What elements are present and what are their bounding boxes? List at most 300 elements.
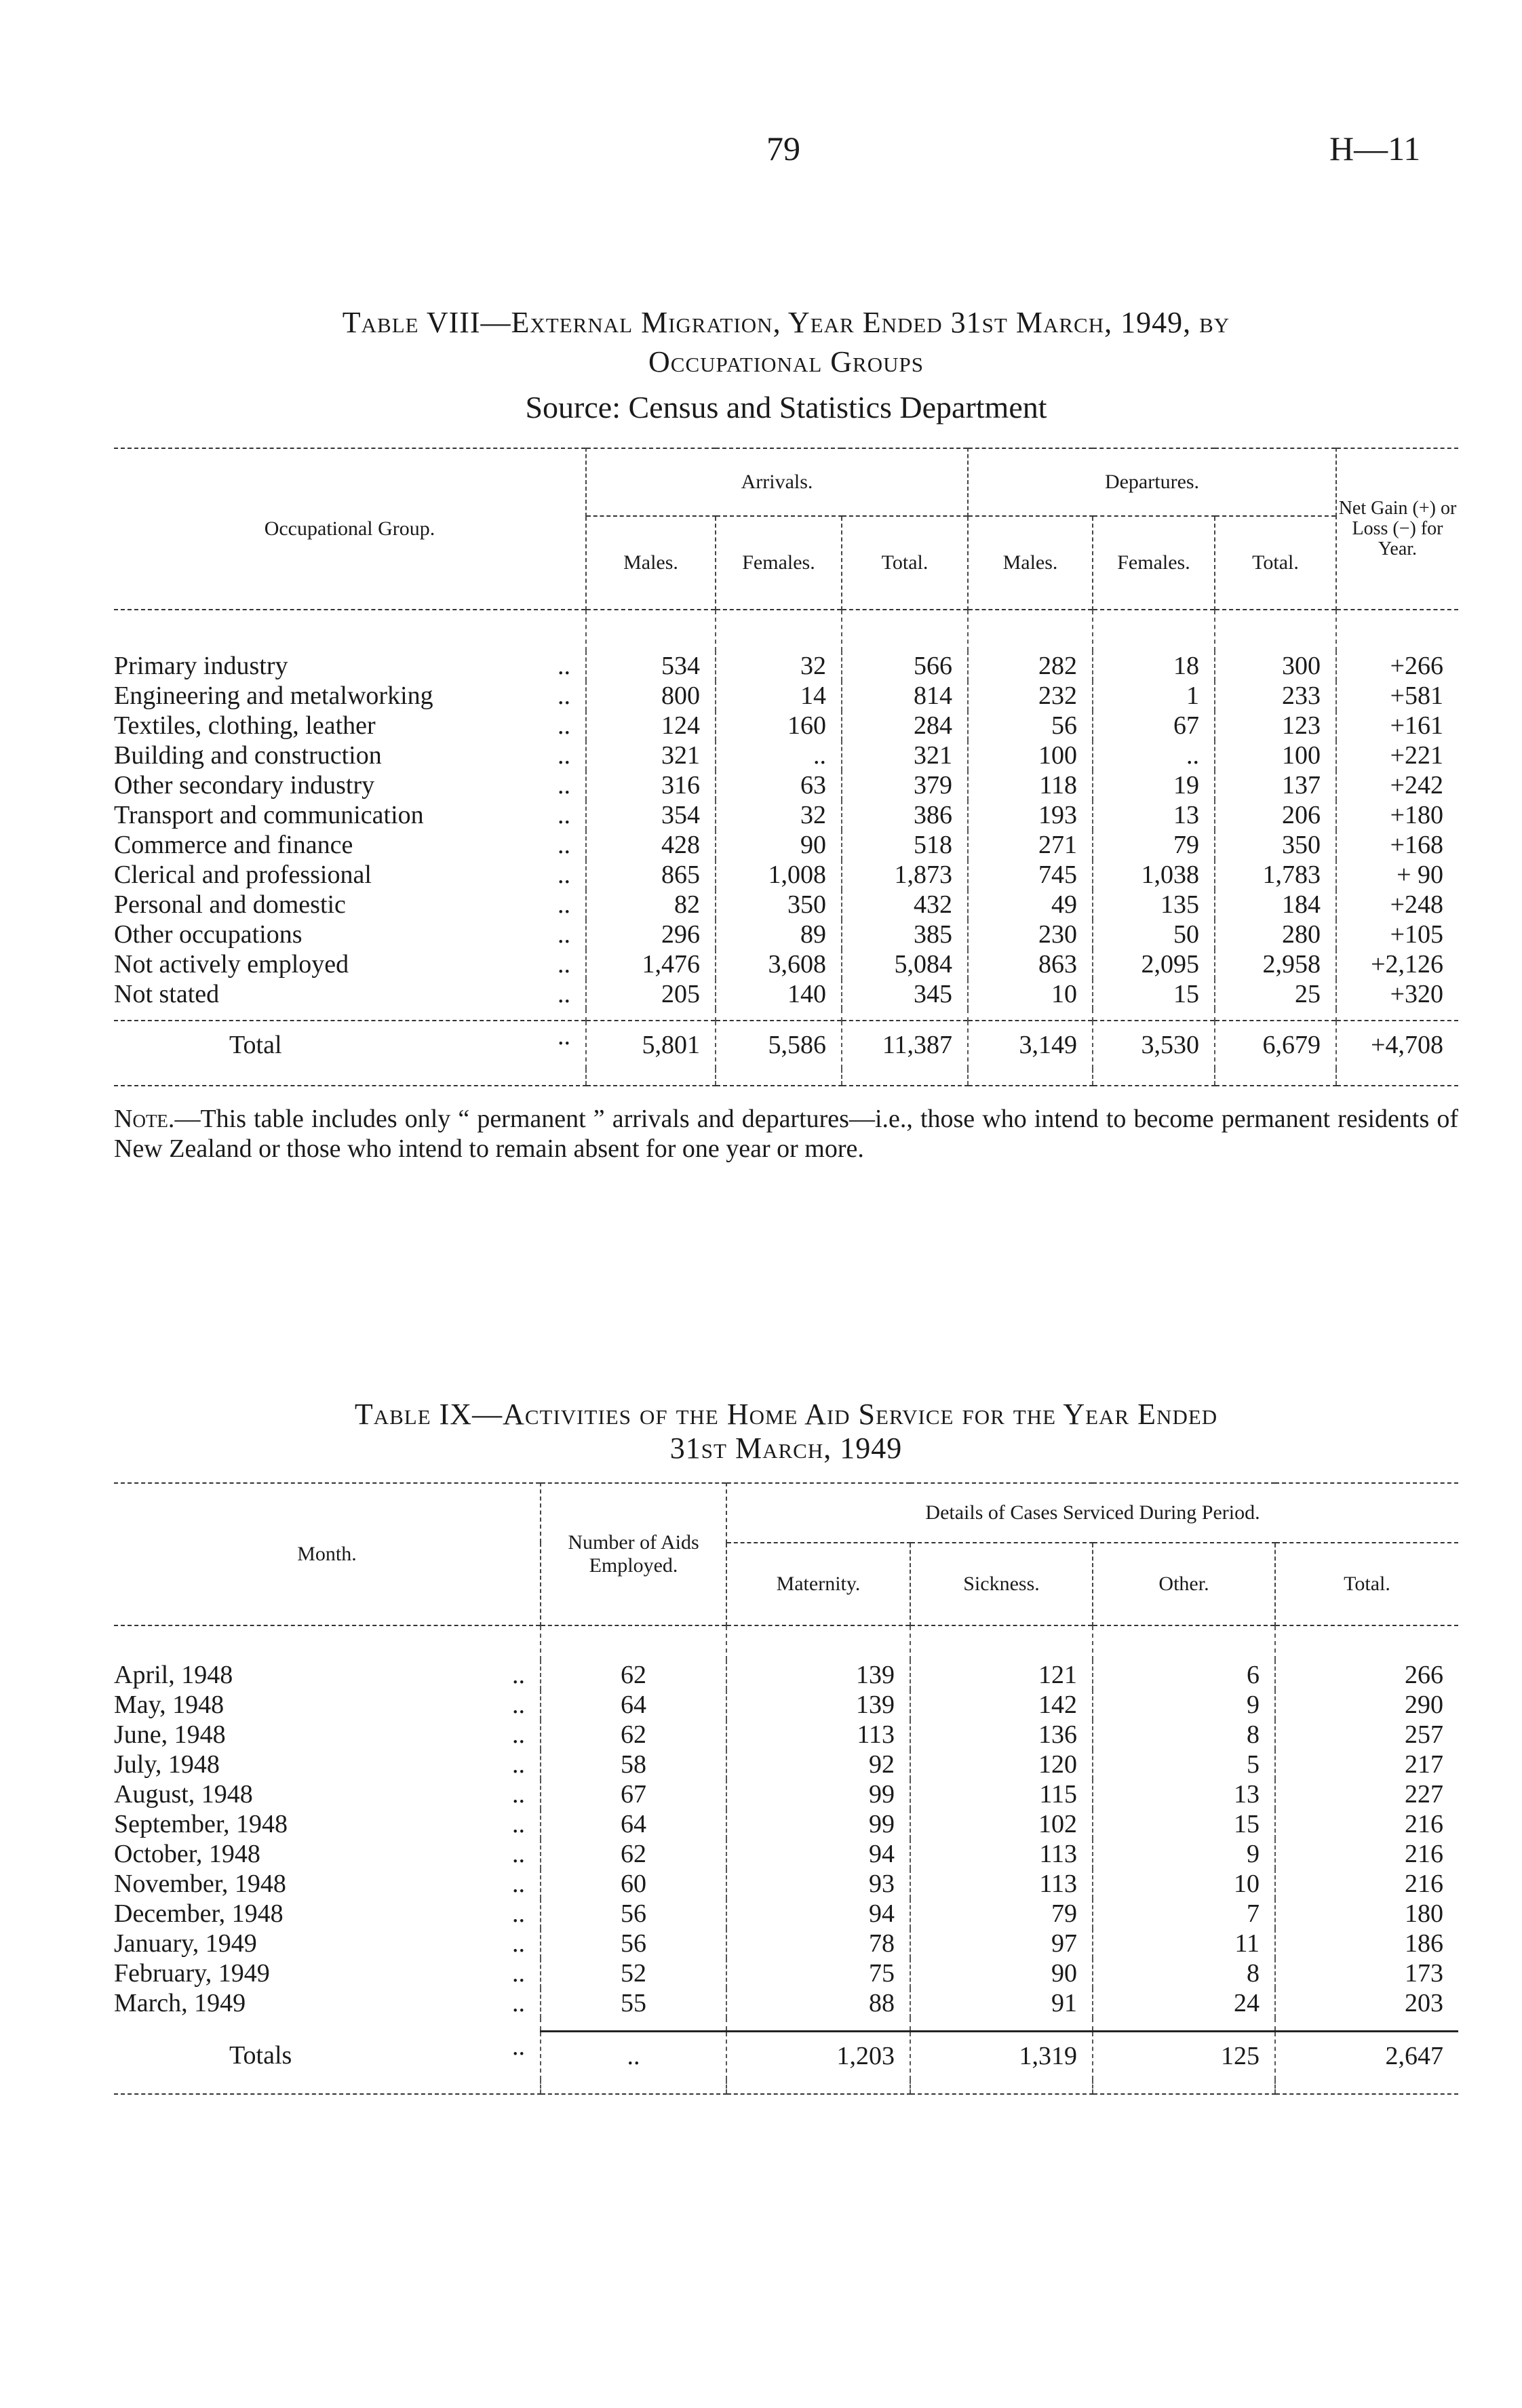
cell-am: 1,476 [586,949,716,979]
header-departures-total: Total. [1215,516,1336,610]
cell-aids: 64 [541,1809,726,1839]
header-sickness: Sickness. [910,1543,1093,1625]
cell-oth: 10 [1093,1869,1275,1899]
total-dt: 6,679 [1215,1021,1336,1069]
table9-title: Table IX—Activities of the Home Aid Service for the Year Ended [354,1398,1218,1431]
cell-mat: 88 [726,1988,910,2018]
spacer [586,1069,716,1086]
cell-df: 19 [1093,770,1215,800]
row-label: Not stated [114,980,220,1008]
row-label: Totals [229,2041,292,2070]
cell-sick: 121 [910,1660,1093,1690]
cell-tot: 266 [1275,1660,1458,1690]
cell-mat: 94 [726,1839,910,1869]
table-row [114,1779,1458,1809]
cell-at: 386 [842,800,968,830]
occupational-group [114,979,586,1009]
occupational-group [114,920,586,949]
spacer [842,610,968,651]
header-total: Total. [1275,1543,1458,1625]
month [114,1690,541,1720]
spacer [968,1069,1093,1086]
spacer [726,2018,910,2032]
header-arrivals-total: Total. [842,516,968,610]
home-aid-table [114,1482,1458,2095]
page-number: 79 [766,130,800,167]
spacer [1275,2080,1458,2094]
cell-dm: 863 [968,949,1093,979]
total-oth: 125 [1093,2032,1275,2080]
cell-dt: 233 [1215,681,1336,711]
note-text: —This table includes only “ permanent ” arrivals and departures—i.e., those who intend to become permanent residents of New Zealand or those who intend to remain absent for one year or more. [114,1105,1458,1163]
table-row [114,1660,1458,1690]
cell-oth: 6 [1093,1660,1275,1690]
spacer [1336,1069,1458,1086]
cell-dt: 300 [1215,651,1336,681]
total-tot: 2,647 [1275,2032,1458,2080]
header-aids-employed: Number of Aids Employed. [541,1483,726,1625]
table-row [114,1839,1458,1869]
spacer [541,2080,726,2094]
header-departures-males: Males. [968,516,1093,610]
cell-at: 345 [842,979,968,1009]
leader-dots: .. [512,1720,525,1749]
cell-af: 14 [716,681,842,711]
header-departures-females: Females. [1093,516,1215,610]
row-label: Clerical and professional [114,861,372,889]
leader-dots: .. [558,920,570,949]
cell-oth: 9 [1093,1839,1275,1869]
spacer [910,1625,1093,1660]
cell-mat: 113 [726,1720,910,1750]
cell-df: 67 [1093,711,1215,741]
cell-am: 800 [586,681,716,711]
cell-af: 160 [716,711,842,741]
leader-dots: .. [558,1022,570,1050]
row-label: October, 1948 [114,1840,260,1868]
totals-row [114,2032,1458,2080]
table-row [114,1958,1458,1988]
cell-am: 354 [586,800,716,830]
cell-oth: 8 [1093,1720,1275,1750]
month [114,1899,541,1929]
cell-tot: 216 [1275,1869,1458,1899]
occupational-group [114,949,586,979]
cell-am: 316 [586,770,716,800]
cell-tot: 186 [1275,1929,1458,1958]
cell-net: +161 [1336,711,1458,741]
row-label: Transport and communication [114,801,424,829]
spacer [114,1069,586,1086]
total-am: 5,801 [586,1021,716,1069]
cell-at: 284 [842,711,968,741]
spacer [1275,1625,1458,1660]
cell-dm: 230 [968,920,1093,949]
cell-df: 15 [1093,979,1215,1009]
row-label: November, 1948 [114,1870,286,1898]
month [114,1869,541,1899]
cell-at: 518 [842,830,968,860]
header-other: Other. [1093,1543,1275,1625]
table-row [114,830,1458,860]
cell-aids: 62 [541,1839,726,1869]
cell-mat: 139 [726,1660,910,1690]
cell-net: +168 [1336,830,1458,860]
total-af: 5,586 [716,1021,842,1069]
cell-at: 566 [842,651,968,681]
cell-dm: 271 [968,830,1093,860]
total-aids: .. [541,2032,726,2080]
row-label: April, 1948 [114,1661,233,1689]
row-label: Engineering and metalworking [114,682,433,710]
cell-tot: 203 [1275,1988,1458,2018]
leader-dots: .. [512,1870,525,1898]
cell-oth: 15 [1093,1809,1275,1839]
cell-tot: 290 [1275,1690,1458,1720]
cell-mat: 75 [726,1958,910,1988]
cell-net: +221 [1336,741,1458,770]
cell-dm: 49 [968,890,1093,920]
table-row [114,1809,1458,1839]
leader-dots: .. [558,711,570,740]
cell-am: 82 [586,890,716,920]
cell-tot: 227 [1275,1779,1458,1809]
cell-dt: 1,783 [1215,860,1336,890]
cell-mat: 99 [726,1779,910,1809]
cell-df: 13 [1093,800,1215,830]
total-label [114,1021,586,1069]
cell-aids: 64 [541,1690,726,1720]
cell-tot: 217 [1275,1750,1458,1779]
row-label: Other occupations [114,920,303,949]
total-at: 11,387 [842,1021,968,1069]
cell-net: +180 [1336,800,1458,830]
leader-dots: .. [558,801,570,829]
spacer [114,2018,541,2032]
table-row [114,1899,1458,1929]
spacer [716,1009,842,1021]
cell-af: 89 [716,920,842,949]
header-departures: Departures. [968,448,1336,516]
cell-oth: 24 [1093,1988,1275,2018]
cell-tot: 180 [1275,1899,1458,1929]
cell-af: 63 [716,770,842,800]
leader-dots: .. [512,1929,525,1958]
cell-sick: 102 [910,1809,1093,1839]
note-label: Note. [114,1105,175,1133]
totals-label [114,2032,541,2080]
table8-source: Source: Census and Statistics Department [525,390,1047,425]
row-label: Textiles, clothing, leather [114,711,376,740]
occupational-group [114,770,586,800]
occupational-group [114,681,586,711]
spacer [1215,1069,1336,1086]
header-arrivals-females: Females. [716,516,842,610]
cell-am: 296 [586,920,716,949]
cell-net: +242 [1336,770,1458,800]
cell-oth: 9 [1093,1690,1275,1720]
table8-title: Table VIII—External Migration, Year Ended 31st March, 1949, by [342,306,1230,339]
spacer [1093,610,1215,651]
cell-am: 428 [586,830,716,860]
table-row [114,1750,1458,1779]
spacer [1093,2080,1275,2094]
row-label: May, 1948 [114,1691,225,1719]
table8-title-line2: Occupational Groups [648,345,924,378]
cell-af: 90 [716,830,842,860]
header-arrivals-males: Males. [586,516,716,610]
cell-df: 50 [1093,920,1215,949]
table-row [114,741,1458,770]
cell-at: 5,084 [842,949,968,979]
row-label: March, 1949 [114,1989,246,2017]
spacer [910,2018,1093,2032]
cell-mat: 94 [726,1899,910,1929]
cell-dt: 25 [1215,979,1336,1009]
occupational-group [114,800,586,830]
occupational-group [114,741,586,770]
spacer [114,2080,541,2094]
cell-dt: 2,958 [1215,949,1336,979]
spacer [586,610,716,651]
spacer [968,610,1093,651]
cell-oth: 7 [1093,1899,1275,1929]
cell-at: 814 [842,681,968,711]
table-row [114,681,1458,711]
row-label: Personal and domestic [114,890,346,919]
leader-dots: .. [512,1899,525,1928]
cell-af: 140 [716,979,842,1009]
cell-tot: 216 [1275,1809,1458,1839]
cell-dt: 123 [1215,711,1336,741]
table-row [114,920,1458,949]
cell-aids: 62 [541,1720,726,1750]
cell-sick: 136 [910,1720,1093,1750]
leader-dots: .. [558,771,570,800]
cell-tot: 216 [1275,1839,1458,1869]
spacer [910,2080,1093,2094]
cell-dt: 350 [1215,830,1336,860]
cell-aids: 56 [541,1899,726,1929]
cell-sick: 79 [910,1899,1093,1929]
spacer [1215,610,1336,651]
table-row [114,1869,1458,1899]
table-row [114,860,1458,890]
cell-df: 79 [1093,830,1215,860]
cell-sick: 113 [910,1869,1093,1899]
cell-dm: 56 [968,711,1093,741]
cell-sick: 91 [910,1988,1093,2018]
spacer [716,610,842,651]
cell-mat: 78 [726,1929,910,1958]
cell-aids: 52 [541,1958,726,1988]
table-row [114,890,1458,920]
leader-dots: .. [512,1661,525,1689]
cell-mat: 99 [726,1809,910,1839]
spacer [541,1625,726,1660]
row-label: September, 1948 [114,1810,288,1838]
cell-df: 2,095 [1093,949,1215,979]
cell-dm: 118 [968,770,1093,800]
occupational-group [114,860,586,890]
cell-tot: 173 [1275,1958,1458,1988]
cell-dm: 282 [968,651,1093,681]
leader-dots: .. [558,831,570,859]
spacer [1093,1625,1275,1660]
table-row [114,1720,1458,1750]
cell-df: 18 [1093,651,1215,681]
spacer [541,2018,726,2032]
cell-aids: 56 [541,1929,726,1958]
total-net: +4,708 [1336,1021,1458,1069]
leader-dots: .. [558,980,570,1008]
occupational-group [114,711,586,741]
table-row [114,770,1458,800]
cell-at: 385 [842,920,968,949]
month [114,1720,541,1750]
total-mat: 1,203 [726,2032,910,2080]
table9-title-line2: 31st March, 1949 [669,1432,903,1465]
header-arrivals: Arrivals. [586,448,968,516]
row-label: Building and construction [114,741,382,770]
leader-dots: .. [558,682,570,710]
cell-net: +105 [1336,920,1458,949]
cell-aids: 60 [541,1869,726,1899]
cell-sick: 142 [910,1690,1093,1720]
cell-oth: 13 [1093,1779,1275,1809]
leader-dots: .. [512,1780,525,1809]
spacer [842,1069,968,1086]
cell-at: 379 [842,770,968,800]
cell-af: 32 [716,800,842,830]
cell-am: 534 [586,651,716,681]
row-label: Primary industry [114,652,288,680]
leader-dots: .. [558,950,570,979]
cell-dt: 100 [1215,741,1336,770]
cell-oth: 8 [1093,1958,1275,1988]
cell-oth: 5 [1093,1750,1275,1779]
row-label: January, 1949 [114,1929,257,1958]
cell-dt: 184 [1215,890,1336,920]
cell-am: 865 [586,860,716,890]
cell-af: .. [716,741,842,770]
cell-af: 32 [716,651,842,681]
header-details: Details of Cases Serviced During Period. [726,1483,1458,1543]
month [114,1779,541,1809]
page-reference: H—11 [1329,130,1421,167]
spacer [586,1009,716,1021]
spacer [1093,1069,1215,1086]
leader-dots: .. [512,1840,525,1868]
cell-am: 124 [586,711,716,741]
row-label: February, 1949 [114,1959,270,1988]
table-row [114,1690,1458,1720]
cell-dt: 137 [1215,770,1336,800]
spacer [842,1009,968,1021]
table-row [114,651,1458,681]
table-row [114,1988,1458,2018]
cell-mat: 92 [726,1750,910,1779]
leader-dots: .. [558,890,570,919]
table-row [114,1929,1458,1958]
header-month: Month. [297,1543,357,1565]
row-label: Commerce and finance [114,831,353,859]
spacer [114,1009,586,1021]
cell-aids: 55 [541,1988,726,2018]
cell-aids: 62 [541,1660,726,1690]
header-maternity: Maternity. [726,1543,910,1625]
cell-net: + 90 [1336,860,1458,890]
cell-net: +320 [1336,979,1458,1009]
cell-df: .. [1093,741,1215,770]
leader-dots: .. [512,1691,525,1719]
header-net-gain: Net Gain (+) or Loss (−) for Year. [1336,448,1458,610]
leader-dots: .. [558,861,570,889]
cell-net: +248 [1336,890,1458,920]
cell-am: 205 [586,979,716,1009]
spacer [114,610,586,651]
spacer [968,1009,1093,1021]
row-label: August, 1948 [114,1780,253,1809]
month [114,1660,541,1690]
row-label: Other secondary industry [114,771,375,800]
cell-at: 432 [842,890,968,920]
table-row [114,949,1458,979]
cell-net: +581 [1336,681,1458,711]
month [114,1839,541,1869]
spacer [1093,2018,1275,2032]
cell-mat: 93 [726,1869,910,1899]
table8-note [114,1104,1458,1164]
spacer [1093,1009,1215,1021]
cell-df: 1 [1093,681,1215,711]
leader-dots: .. [512,1810,525,1838]
occupational-group [114,830,586,860]
month [114,1958,541,1988]
cell-at: 1,873 [842,860,968,890]
month [114,1750,541,1779]
row-label: July, 1948 [114,1750,220,1779]
total-dm: 3,149 [968,1021,1093,1069]
cell-tot: 257 [1275,1720,1458,1750]
cell-df: 1,038 [1093,860,1215,890]
cell-sick: 90 [910,1958,1093,1988]
table-row [114,800,1458,830]
cell-sick: 120 [910,1750,1093,1779]
month [114,1988,541,2018]
cell-af: 350 [716,890,842,920]
cell-dm: 232 [968,681,1093,711]
total-df: 3,530 [1093,1021,1215,1069]
total-row [114,1021,1458,1069]
cell-net: +2,126 [1336,949,1458,979]
row-label: June, 1948 [114,1720,226,1749]
leader-dots: .. [512,1750,525,1779]
cell-dt: 280 [1215,920,1336,949]
occupational-group [114,890,586,920]
cell-mat: 139 [726,1690,910,1720]
cell-dt: 206 [1215,800,1336,830]
spacer [726,2080,910,2094]
leader-dots: .. [558,741,570,770]
spacer [726,1625,910,1660]
spacer [1336,1009,1458,1021]
cell-dm: 745 [968,860,1093,890]
leader-dots: .. [558,652,570,680]
occupational-group [114,651,586,681]
cell-dm: 10 [968,979,1093,1009]
cell-at: 321 [842,741,968,770]
